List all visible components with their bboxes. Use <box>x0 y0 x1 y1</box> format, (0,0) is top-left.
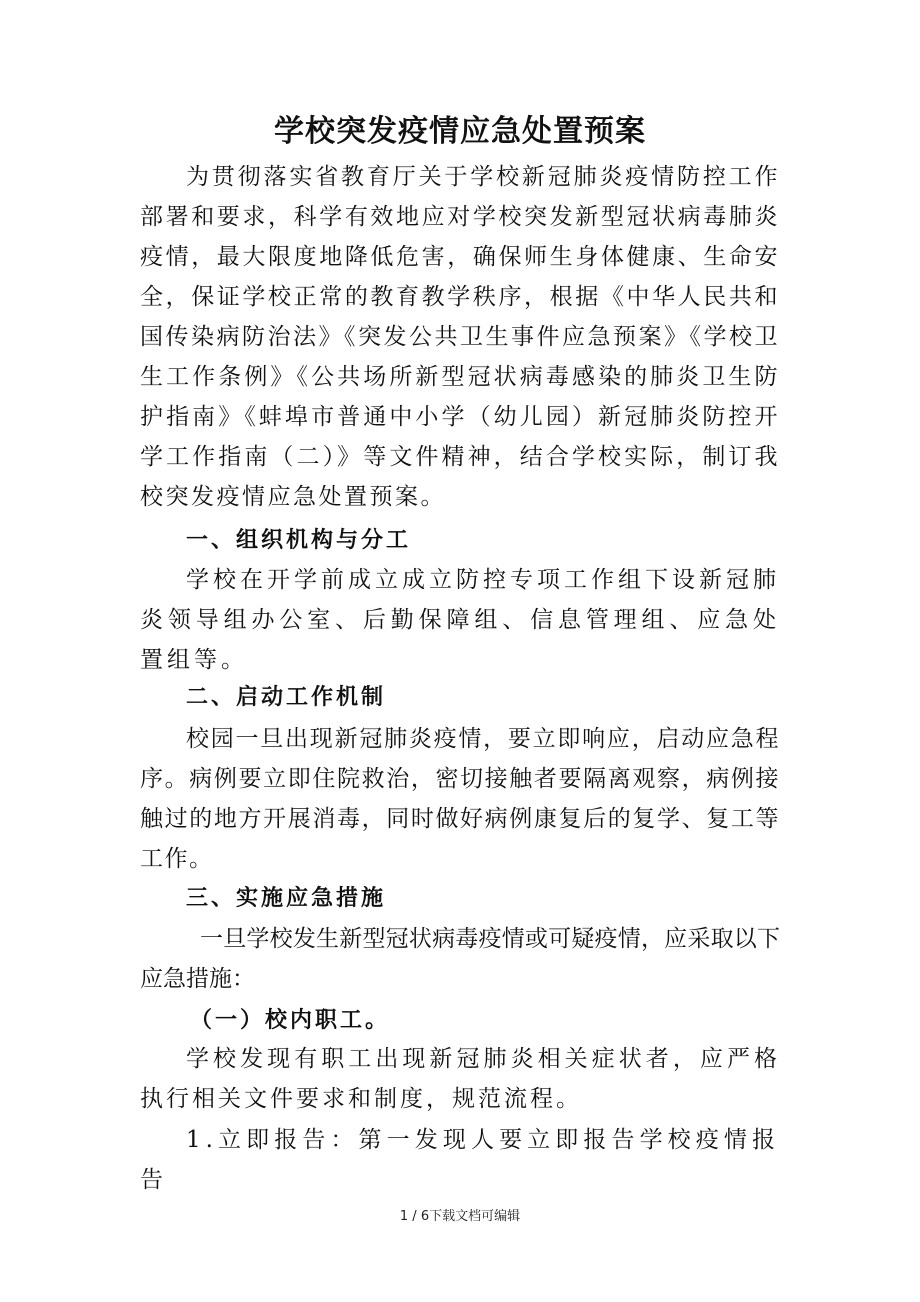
section-text-measures: 一旦学校发生新型冠状病毒疫情或可疑疫情，应采取以下应急措施： <box>140 926 780 992</box>
page-footer: 1 / 6下载文档可编辑 <box>399 1209 521 1224</box>
subsection-text-staff: 学校发现有职工出现新冠肺炎相关症状者，应严格执行相关文件要求和制度，规范流程。 <box>140 1046 780 1112</box>
section-text-organization: 学校在开学前成立成立防控专项工作组下设新冠肺炎领导组办公室、后勤保障组、信息管理组、应急处置组等。 <box>140 567 780 673</box>
list-item-report: 1.立即报告：第一发现人要立即报告学校疫情报告 <box>140 1127 780 1193</box>
section-text-mechanism: 校园一旦出现新冠肺炎疫情，要立即响应，启动应急程序。病例要立即住院救治，密切接触者要隔离观察，病例接触过的地方开展消毒，同时做好病例康复后的复学、复工等工作。 <box>140 726 780 872</box>
document-title: 学校突发疫情应急处置预案 <box>274 114 646 149</box>
intro-paragraph: 为贯彻落实省教育厅关于学校新冠肺炎疫情防控工作部署和要求，科学有效地应对学校突发新型冠状病毒肺炎疫情，最大限度地降低危害，确保师生身体健康、生命安全，保证学校正常的教育教学秩序，根据《中华人民共和国传染病防治法》《突发公共卫生事件应急预案》《学校卫生工作条例》《公共场所新型冠状病毒感染的肺炎卫生防护指南》《蚌埠市普通中小学（幼儿园）新冠肺炎防控开学工作指南（二）》等文件精神，结合学校实际，制订我校突发疫情应急处置预案。 <box>140 164 780 510</box>
subsection-heading-staff: （一）校内职工。 <box>190 1008 391 1033</box>
section-heading-organization: 一、组织机构与分工 <box>186 528 412 553</box>
section-heading-mechanism: 二、启动工作机制 <box>186 685 387 710</box>
section-heading-measures: 三、实施应急措施 <box>186 886 387 911</box>
